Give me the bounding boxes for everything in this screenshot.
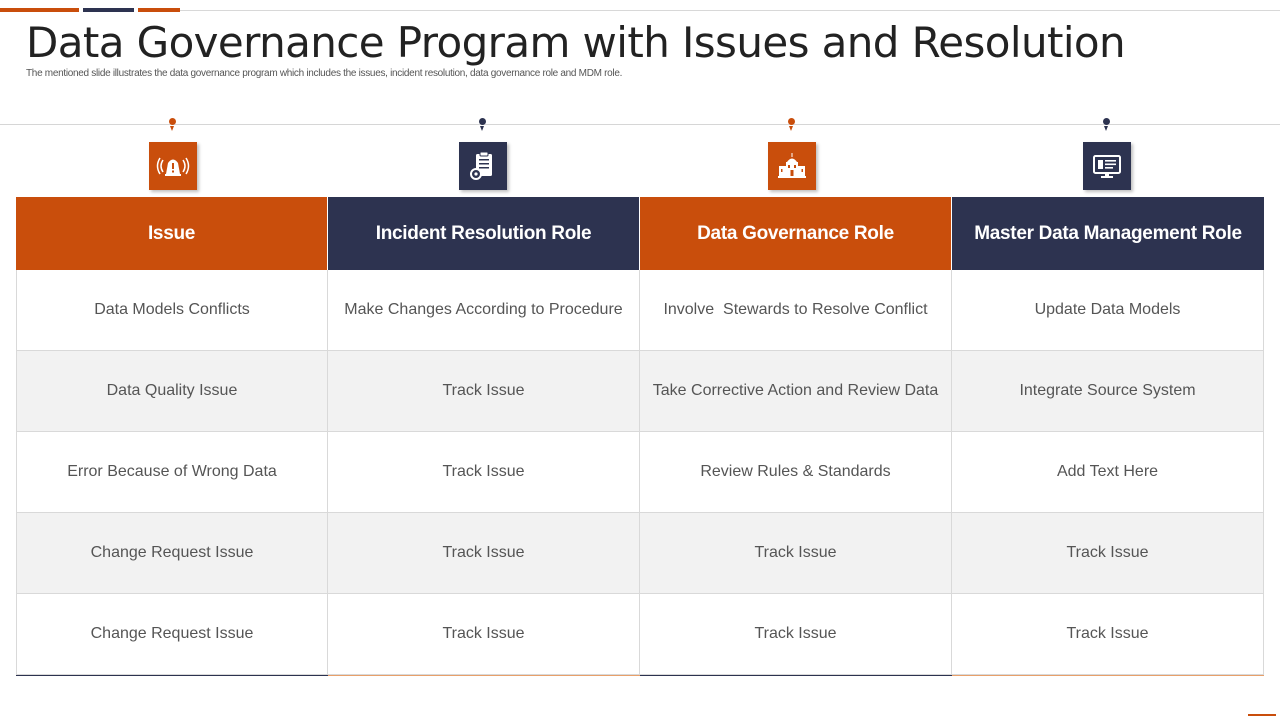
- table-cell: Update Data Models: [952, 270, 1264, 351]
- header-master-data-management-role: Master Data Management Role: [952, 197, 1264, 270]
- table-cell: Track Issue: [328, 432, 640, 513]
- table-cell: Track Issue: [328, 594, 640, 675]
- column-marker-mdm: [1083, 118, 1131, 194]
- top-rule: [180, 10, 1280, 11]
- table-cell: Track Issue: [328, 351, 640, 432]
- table-cell: Track Issue: [952, 594, 1264, 675]
- accent-bar-orange-2: [138, 8, 180, 12]
- alarm-warning-icon: [149, 142, 197, 190]
- pin-tip: [170, 126, 174, 131]
- column-underline: [952, 675, 1264, 676]
- pin-tip: [480, 126, 484, 131]
- table-cell: Add Text Here: [952, 432, 1264, 513]
- table-cell: Make Changes According to Procedure: [328, 270, 640, 351]
- table-cell: Change Request Issue: [16, 594, 328, 675]
- column-underline: [328, 675, 640, 676]
- table-cell: Data Quality Issue: [16, 351, 328, 432]
- corner-accent: [1248, 714, 1276, 716]
- pin-dot: [169, 118, 176, 125]
- table-cell: Take Corrective Action and Review Data: [640, 351, 952, 432]
- table-cell: Review Rules & Standards: [640, 432, 952, 513]
- header-incident-resolution-role: Incident Resolution Role: [328, 197, 640, 270]
- table-cell: Change Request Issue: [16, 513, 328, 594]
- table-cell: Data Models Conflicts: [16, 270, 328, 351]
- top-accent-bars: [0, 8, 1280, 12]
- column-marker-issue: [149, 118, 197, 194]
- government-building-icon: [768, 142, 816, 190]
- pin-tip: [1104, 126, 1108, 131]
- slide-title: Data Governance Program with Issues and Resolution: [26, 18, 1126, 67]
- accent-bar-navy: [83, 8, 134, 12]
- table-cell: Track Issue: [640, 594, 952, 675]
- clipboard-gear-icon: [459, 142, 507, 190]
- header-issue: Issue: [16, 197, 328, 270]
- table-cell: Error Because of Wrong Data: [16, 432, 328, 513]
- pin-dot: [479, 118, 486, 125]
- accent-bar-orange: [0, 8, 79, 12]
- column-marker-incident: [459, 118, 507, 194]
- pin-tip: [789, 126, 793, 131]
- pin-dot: [788, 118, 795, 125]
- slide-subtitle: The mentioned slide illustrates the data governance program which includes the issues, incident resolution, data governance role and MDM role.: [26, 68, 623, 79]
- column-marker-governance: [768, 118, 816, 194]
- table-cell: Track Issue: [952, 513, 1264, 594]
- table-cell: Track Issue: [328, 513, 640, 594]
- header-data-governance-role: Data Governance Role: [640, 197, 952, 270]
- table-cell: Track Issue: [640, 513, 952, 594]
- pin-dot: [1103, 118, 1110, 125]
- table-cell: Involve Stewards to Resolve Conflict: [640, 270, 952, 351]
- governance-table: [16, 197, 1264, 676]
- table-cell: Integrate Source System: [952, 351, 1264, 432]
- monitor-data-icon: [1083, 142, 1131, 190]
